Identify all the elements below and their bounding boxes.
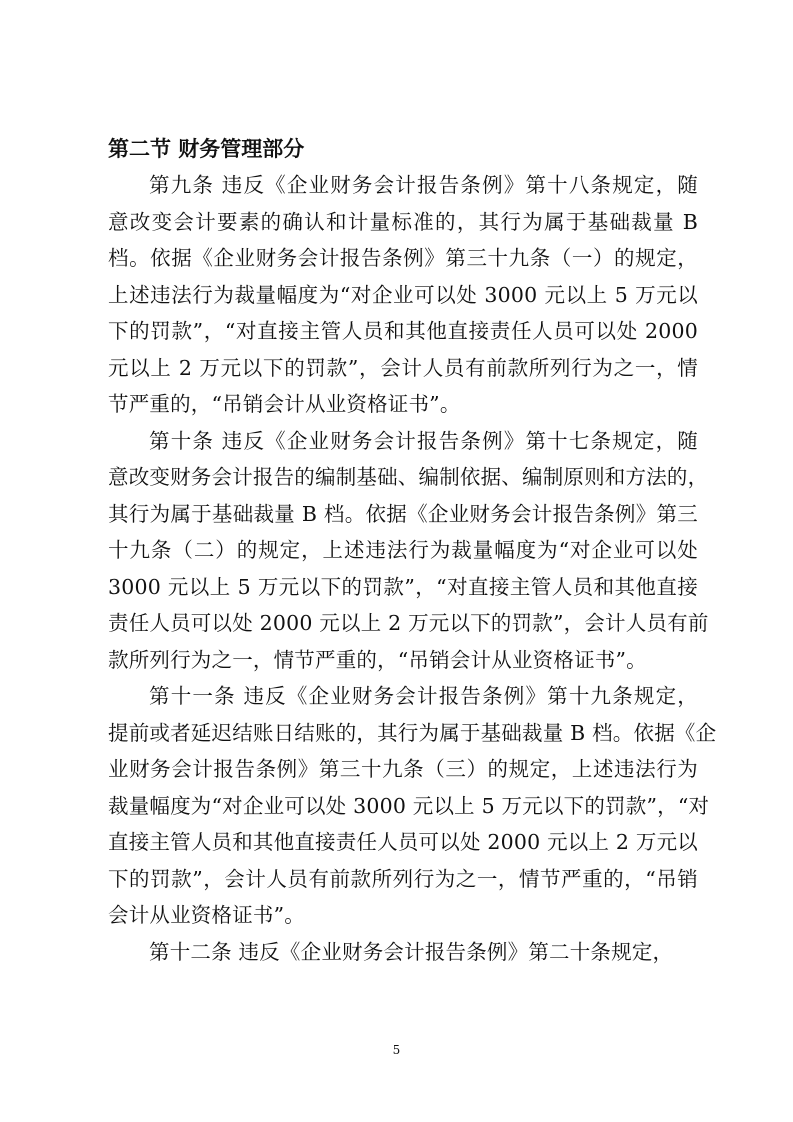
page-body — [108, 131, 717, 970]
article-line: 意改变会计要素的确认和计量标准的，其行为属于基础裁量 B — [108, 209, 698, 234]
article-line: 元以上 2 万元以下的罚款”，会计人员有前款所列行为之一，情 — [108, 355, 698, 380]
article-line: 档。依据《企业财务会计报告条例》第三十九条（一）的规定， — [108, 246, 698, 270]
article-line: 十九条（二）的规定，上述违法行为裁量幅度为“对企业可以处 — [108, 538, 698, 562]
article-line: 第十条 违反《企业财务会计报告条例》第十七条规定，随 — [149, 428, 698, 453]
article-9 — [108, 167, 698, 423]
article-line: 直接主管人员和其他直接责任人员可以处 2000 元以上 2 万元以 — [108, 830, 698, 854]
article-line: 下的罚款”，“对直接主管人员和其他直接责任人员可以处 2000 — [108, 319, 698, 343]
article-10 — [108, 423, 709, 679]
article-line: 节严重的，“吊销会计从业资格证书”。 — [108, 392, 461, 416]
article-line: 款所列行为之一，情节严重的，“吊销会计从业资格证书”。 — [108, 647, 647, 672]
article-line: 提前或者延迟结账日结账的，其行为属于基础裁量 B 档。依据《企 — [108, 720, 717, 745]
article-line: 意改变财务会计报告的编制基础、编制依据、编制原则和方法的， — [108, 465, 709, 489]
article-line: 责任人员可以处 2000 元以上 2 万元以下的罚款”，会计人员有前 — [108, 611, 709, 635]
section-title: 第二节 财务管理部分 — [108, 137, 305, 161]
article-line: 上述违法行为裁量幅度为“对企业可以处 3000 元以上 5 万元以 — [108, 282, 698, 307]
article-11 — [108, 678, 717, 934]
article-line: 业财务会计报告条例》第三十九条（三）的规定，上述违法行为 — [108, 757, 698, 781]
article-line: 裁量幅度为“对企业可以处 3000 元以上 5 万元以下的罚款”，“对 — [108, 793, 710, 818]
article-12 — [108, 934, 698, 971]
page-number: 5 — [392, 1043, 401, 1057]
article-line: 会计从业资格证书”。 — [108, 903, 305, 927]
article-line: 其行为属于基础裁量 B 档。依据《企业财务会计报告条例》第三 — [108, 501, 698, 526]
article-line: 第十二条 违反《企业财务会计报告条例》第二十条规定， — [149, 939, 674, 964]
article-line: 3000 元以上 5 万元以下的罚款”，“对直接主管人员和其他直接 — [108, 574, 698, 599]
article-line: 下的罚款”，会计人员有前款所列行为之一，情节严重的，“吊销 — [108, 866, 698, 891]
article-line: 第九条 违反《企业财务会计报告条例》第十八条规定，随 — [149, 173, 698, 197]
article-line: 第十一条 违反《企业财务会计报告条例》第十九条规定， — [149, 684, 698, 708]
